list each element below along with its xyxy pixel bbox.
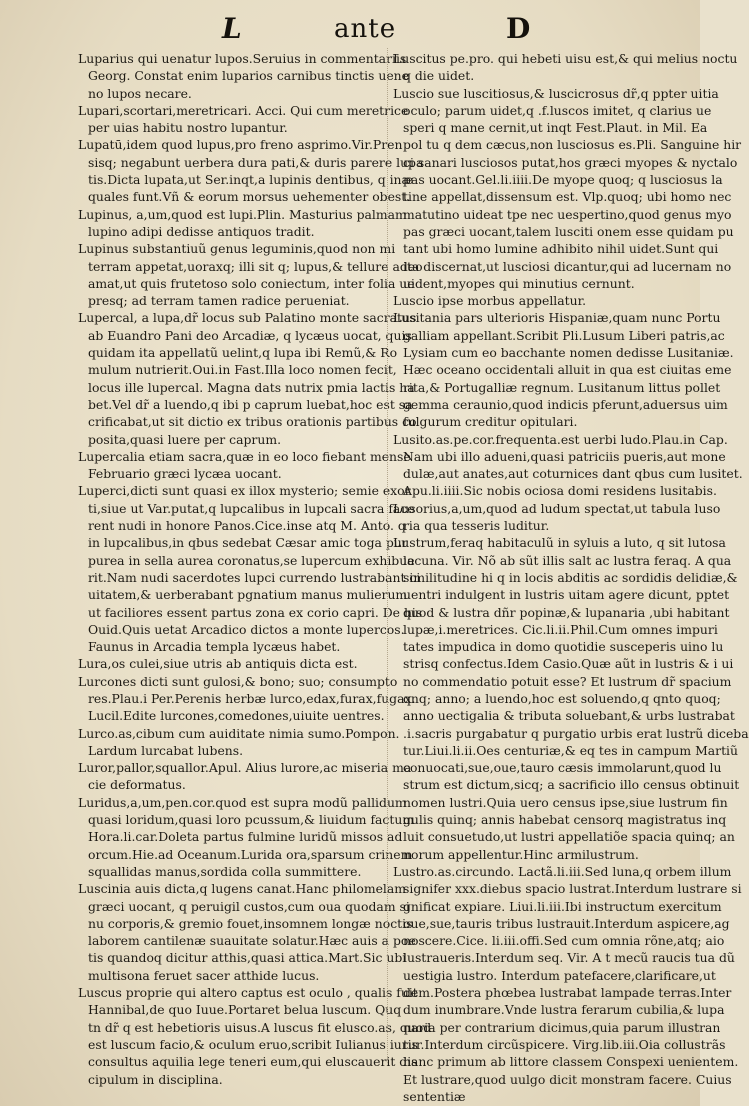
text-line: Lusitania pars ulterioris Hispaniæ,quam nunc Portu [393, 310, 721, 326]
text-line: Lupercalia etiam sacra,quæ in eo loco fiebant mense [78, 448, 411, 464]
text-line: rent nudi in honore Panos.Cice.inse atq M. Anto. q [88, 518, 406, 534]
text-line: Luscio sue luscitiosus,& luscicrosus dr̃,q ppter uitia [393, 85, 719, 101]
text-line: lupæ,i.meretrices. Cic.li.ii.Phil.Cum omnes impuri [403, 621, 718, 637]
text-line: no lupos necare. [88, 85, 192, 101]
text-line: Luscitus pe.pro. qui hebeti uisu est,& qui melius noctu [393, 51, 738, 66]
dictionary-entry [78, 240, 423, 309]
dictionary-entry [393, 863, 742, 1105]
dictionary-entry [393, 431, 743, 500]
text-line: Hora.li.car.Doleta partus fulmine luridũ missos ad [88, 829, 403, 845]
text-line: nu corporis,& gremio fouet,insomnem longæ noctis [88, 915, 413, 931]
text-line: ci sanari lusciosos putat,hos græci myopes & nyctalo [403, 154, 738, 170]
dictionary-entry [393, 292, 680, 309]
text-line: tis.Dicta lupata,ut Ser.inqt,a lupinis dentibus, q inæ [88, 172, 414, 188]
text-line: dem.Postera phœbea lustrabat lampade terras.Inter [403, 985, 732, 1001]
text-line: pas græci uocant,talem lusciti onem esse quidam pu [403, 223, 734, 239]
text-line: speri q mane cernit,ut inqt Fest.Plaut. in Mil. Ea [403, 120, 708, 136]
text-line: Lysiam cum eo bacchante nomen dedisse Lusitaniæ. [403, 345, 734, 361]
text-line: Lupercal, a lupa,dr̃ locus sub Palatino monte sacratus [78, 310, 417, 326]
text-line: Lucil.Edite lurcones,comedones,uiuite uentres. [88, 708, 385, 724]
text-line: strum est dictum,sicq; a sacrificio illo census obtinuit [403, 777, 740, 793]
text-line: purea in sella aurea coronatus,se lupercum exhibue [88, 552, 415, 568]
text-line: Luparius qui uenatur lupos.Seruius in commentariis [78, 51, 407, 66]
text-line: quod & lustra dñr popinæ,& lupanaria ,ubi habitant [403, 604, 730, 620]
text-line: rit.Nam nudi sacerdotes lupci currendo lustrabant ci [88, 569, 421, 585]
text-line: uitatem,& uerberabant pgnatium manus mulierum [88, 587, 408, 603]
text-line: Luscio ipse morbus appellatur. [393, 293, 587, 309]
text-line: Nam ubi illo adueni,quasi patriciis pueris,aut mone [403, 448, 726, 464]
text-line: Luperci,dicti sunt quasi ex illox mysterio; semie exor [78, 483, 411, 499]
text-line: pol tu q dem cæcus,non lusciosus es.Pli. Sanguine hir [403, 137, 742, 153]
text-line: in lupcalibus,in qbus sedebat Cæsar amic toga pur [88, 535, 408, 551]
text-line: quasi loridum,quasi loro pcussum,& liuidum factum [88, 812, 415, 828]
text-line: rita,& Portugalliæ regnum. Lusitanum littus pollet [403, 379, 721, 395]
text-line: gemma ceraunio,quod indicis pferunt,aduersus uim [403, 396, 728, 412]
text-line: quales funt.Vñ & eorum morsus uehementer obest. [88, 189, 411, 205]
dictionary-entry [78, 448, 411, 483]
text-line: similitudine hi q in locis abditis ac sordidis delidiæ,& [403, 569, 738, 585]
text-line: oue,sue,tauris tribus lustrauit.Interdum aspicere,ag [403, 915, 730, 931]
dictionary-entry [78, 794, 415, 880]
column-divider [387, 48, 388, 1063]
text-line: presq; ad terram tamen radice perueniat. [88, 293, 350, 309]
text-line: posita,quasi luere per caprum. [88, 431, 282, 447]
text-line: matutino uideat tpe nec uespertino,quod genus myo [403, 206, 732, 222]
text-line: græci uocant, q peruigil custos,cum oua quodam si [88, 898, 410, 914]
text-line: bet.Vel dr̃ a luendo,q ibi p caprum luebat,hoc est sa [88, 396, 413, 412]
dictionary-entry [393, 534, 749, 863]
text-line: .i.sacris purgabatur q purgatio urbis erat lustrũ diceba [403, 725, 749, 741]
text-line: Luror,pallor,squallor.Apul. Alius lurore,ac miseria ma [78, 760, 412, 776]
text-line: Lustrum,feraq habitaculũ in syluis a luto, q sit lutosa [393, 535, 726, 551]
text-line: Apu.li.iiii.Sic nobis ociosa domi residens lusitabis. [403, 483, 717, 499]
text-line: mulum nutrierit.Oui.in Fast.Illa loco nomen fecit, [88, 362, 397, 378]
text-line: amat,ut quis frutetoso solo coniectum, inter folia ue [88, 275, 415, 291]
text-line: ti,siue ut Var.putat,q lupcalibus in lupcali sacra face [88, 500, 415, 516]
page-header [0, 8, 700, 52]
text-line: crificabat,ut sit dictio ex tribus orationis partibus co [88, 414, 417, 430]
text-line: norum appellentur.Hinc armilustrum. [403, 846, 639, 862]
text-line: tant ubi homo lumine adhibito nihil uidet.Sunt qui [403, 241, 719, 257]
text-line: Lura,os culei,siue utris ab antiquis dicta est. [78, 656, 358, 672]
dictionary-entry [393, 50, 738, 85]
text-line: nomen lustri.Quia uero census ipse,siue lustrum fin [403, 794, 728, 810]
text-line: Luscus proprie qui altero captus est oculo , qualis fuit [78, 985, 418, 1001]
text-line: Lupatū,idem quod lupus,pro freno asprimo.Vir.Pren [78, 137, 403, 153]
text-line: Lusito.as.pe.cor.frequenta.est uerbi ludo.Plau.in Cap. [393, 431, 728, 447]
text-line: Hannibal,de quo Iuue.Portaret belua luscum. Quq [88, 1002, 402, 1018]
text-line: gulis quinq; annis habebat censorq magistratus inq [403, 812, 727, 828]
text-line: Lurcones dicti sunt gulosi,& bono; suo; consumpto [78, 673, 398, 689]
text-line: no commendatio potuit esse? Et lustrum dr̃ spacium [403, 673, 732, 689]
text-line: locus ille lupercal. Magna dats nutrix pmia lactis ha [88, 379, 415, 395]
text-line: squallidas manus,sordida colla summittere. [88, 863, 362, 879]
text-line: pas uocant.Gel.li.iiii.De myope quoq; q lusciosus la [403, 172, 723, 188]
text-line: Faunus in Arcadia templa lycæus habet. [88, 639, 341, 655]
dictionary-entry [78, 136, 424, 205]
text-line: ita discernat,ut lusciosi dicantur,qui ad lucernam no [403, 258, 732, 274]
text-line: Lupari,scortari,meretricari. Acci. Qui cum meretrice [78, 102, 409, 118]
text-line: Lurco.as,cibum cum auiditate nimia sumo.Pompon. [78, 725, 400, 741]
text-line: cie deformatus. [88, 777, 186, 793]
right-column [393, 50, 749, 1105]
text-line: laborem cantilenæ suauitate solatur.Hæc auis a poe [88, 933, 416, 949]
text-line: tine appellat,dissensum est. Vlp.quoq; ubi homo nec [403, 189, 732, 205]
text-line: ab Euandro Pani deo Arcadiæ, q lycæus uocat, quis [88, 327, 412, 343]
dictionary-entry [393, 309, 734, 430]
text-line: Lusorius,a,um,quod ad ludum spectat,ut tabula luso [393, 500, 721, 516]
dictionary-entry [78, 50, 409, 102]
text-line: terram appetat,uoraxq; illi sit q; lupus,& tellure adeo [88, 258, 423, 274]
text-line: Lardum lurcabat lubens. [88, 742, 244, 758]
dictionary-entry [78, 880, 416, 984]
left-column [78, 50, 432, 1088]
dictionary-entry [78, 482, 423, 655]
text-line: tur.Liui.li.ii.Oes centuriæ,& eq tes in campum Martiũ [403, 742, 738, 758]
dictionary-entry [78, 309, 417, 447]
text-line: lupino adipi dedisse antiquos tradit. [88, 223, 315, 239]
text-line: anno uectigalia & tributa soluebant,& urbs lustrabat [403, 708, 735, 724]
text-line: res.Plau.i Per.Perenis herbæ lurco,edax,furax,fugax. [88, 690, 416, 706]
text-line: multisona feruet sacer atthide lucus. [88, 967, 320, 983]
text-line: fulgurum creditur opitulari. [403, 414, 578, 430]
text-line: uestigia lustro. Interdum patefacere,clarificare,ut [403, 967, 716, 983]
text-line: signifer xxx.diebus spacio lustrat.Interdum lustrare si [403, 881, 742, 897]
dictionary-entry [78, 759, 412, 794]
text-line: Ouid.Quis uetat Arcadico dictos a monte lupercos. [88, 621, 405, 637]
dictionary-entry [78, 102, 409, 137]
text-line: lustraueris.Interdum seq. Vir. A t mecũ raucis tua dũ [403, 950, 735, 966]
text-line: est luscum facio,& oculum eruo,scribit Iulianus iuris [88, 1036, 419, 1052]
text-line: ut faciliores essent partus zona ex corio capri. De his [88, 604, 423, 620]
text-line: consultus aquilia lege teneri eum,qui eluscauerit dis [88, 1054, 418, 1070]
text-line: ria qua tesseris luditur. [403, 518, 550, 534]
text-line: q die uidet. [403, 68, 475, 84]
text-line: oculo; parum uidet,q .f.luscos imitet, q clarius ue [403, 102, 712, 118]
text-line: Georg. Constat enim luparios carnibus tinctis uene [88, 68, 409, 84]
text-line: gnificat expiare. Liui.li.iii.Ibi instructum exercitum [403, 898, 722, 914]
text-line: tn dr̃ q est hebetioris uisus.A luscus fit elusco.as, quod [88, 1019, 432, 1035]
text-line: cipulum in disciplina. [88, 1071, 223, 1087]
text-line: sententiæ [403, 1088, 466, 1104]
text-line: Luridus,a,um,pen.cor.quod est supra modũ pallidum [78, 794, 407, 810]
dictionary-entry [78, 673, 416, 725]
text-line: luit consuetudo,ut lustri appellatiõe spacia quinq; an [403, 829, 735, 845]
dictionary-entry [78, 655, 384, 672]
header-left-letter: L [222, 12, 243, 45]
text-line: dulæ,aut anates,aut coturnices dant qbus cum lusitet. [403, 466, 743, 482]
header-running-word: ante [334, 14, 397, 44]
text-line: lacuna. Vir. Nõ ab sũt illis salt ac lustra feraq. A qua [403, 552, 732, 568]
text-line: quidam ita appellatũ uelint,q lupa ibi Remũ,& Ro [88, 345, 398, 361]
text-line: naria per contrarium dicimus,quia parum illustran [403, 1019, 721, 1035]
text-line: per uias habitu nostro lupantur. [88, 120, 288, 136]
text-line: strisq confectus.Idem Casio.Quæ aũt in lustris & i ui [403, 656, 734, 672]
text-line: tates impudica in domo quotidie susceperis uino lu [403, 639, 724, 655]
text-line: uident,myopes qui minutius cernunt. [403, 275, 635, 291]
dictionary-entry [78, 725, 400, 760]
text-line: hanc primum ab littore classem Conspexi uenientem. [403, 1054, 739, 1070]
text-line: Et lustrare,quod uulgo dicit monstram facere. Cuius [403, 1071, 732, 1087]
dictionary-entry [78, 984, 432, 1088]
text-line: sisq; negabunt uerbera dura pati,& duris parere lupa [88, 154, 424, 170]
text-line: orcum.Hie.ad Oceanum.Lurida ora,sparsum crinem [88, 846, 413, 862]
text-line: tis quandoq dicitur atthis,quasi attica.Mart.Sic ubi [88, 950, 407, 966]
text-line: tur.Interdum circũspicere. Virg.lib.iii.Oia collustrãs [403, 1036, 726, 1052]
dictionary-entry [393, 85, 742, 293]
text-line: Lupinus substantiuũ genus leguminis,quod non mi [78, 241, 396, 257]
text-line: Februario græci lycæa uocant. [88, 466, 282, 482]
text-line: qnq; anno; a luendo,hoc est soluendo,q qnto quoq; [403, 690, 721, 706]
text-line: uentri indulgent in lustris uitam agere dicunt, pptet [403, 587, 730, 603]
header-right-letter: D [506, 12, 532, 45]
text-line: galliam appellant.Scribit Pli.Lusum Liberi patris,ac [403, 327, 725, 343]
dictionary-entry [393, 500, 721, 535]
text-line: noscere.Cice. li.iii.offi.Sed cum omnia rõne,atq; aio [403, 933, 725, 949]
text-line: dum inumbrare.Vnde lustra ferarum cubilia,& lupa [403, 1002, 725, 1018]
text-line: Hæc oceano occidentali alluit in qua est ciuitas eme [403, 362, 732, 378]
text-line: Luscinia auis dicta,q lugens canat.Hanc philomelam [78, 881, 407, 897]
text-line: conuocati,sue,oue,tauro cæsis immolarunt,quod lu [403, 760, 722, 776]
dictionary-entry [78, 206, 407, 241]
text-line: Lupinus, a,um,quod est lupi.Plin. Masturius palmam [78, 206, 407, 222]
text-line: Lustro.as.circundo. Lactã.li.iii.Sed luna,q orbem illum [393, 863, 732, 879]
